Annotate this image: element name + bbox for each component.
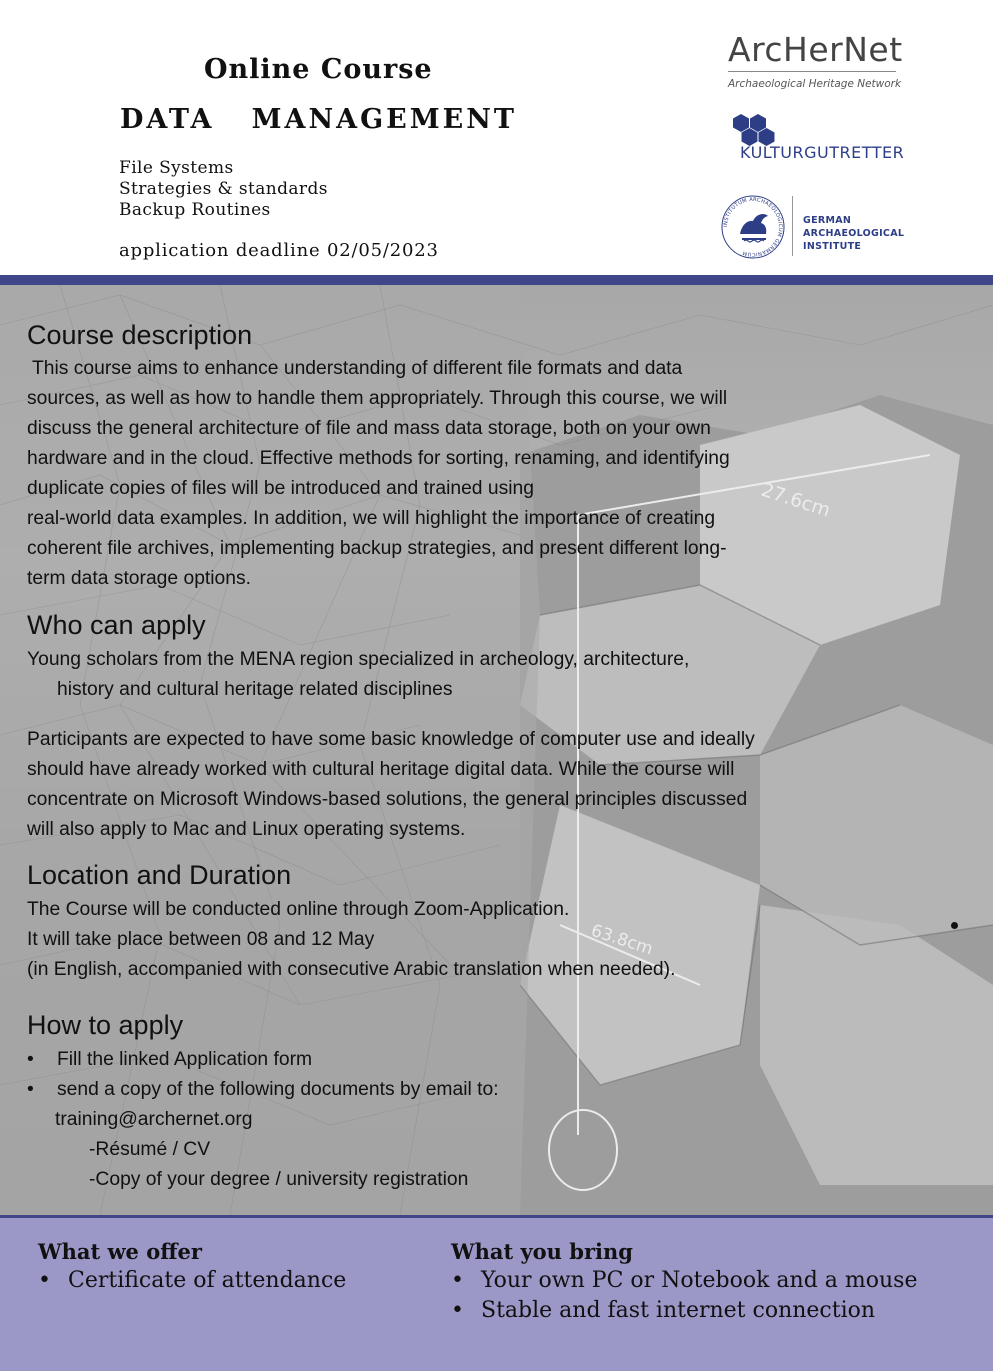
- text-line: It will take place between 08 and 12 May: [27, 929, 375, 950]
- list-item-text: send a copy of the following documents by email to:: [57, 1079, 499, 1100]
- footer-list-item: [38, 1266, 346, 1296]
- dai-seal-icon: [720, 194, 786, 260]
- text-line: real-world data examples. In addition, we will highlight the importance of creating: [27, 508, 716, 529]
- list-item: [27, 1075, 499, 1105]
- course-title: DATA MANAGEMENT: [120, 104, 517, 135]
- archernet-logo: [728, 30, 928, 90]
- text-line: history and cultural heritage related disciplines: [57, 679, 453, 700]
- footer-item-text: Certificate of attendance: [68, 1268, 347, 1293]
- list-item: [27, 1045, 499, 1075]
- text-line: hardware and in the cloud. Effective methods for sorting, renaming, and identifying: [27, 448, 730, 469]
- how-to-apply-list: [27, 1045, 499, 1195]
- archernet-logo-rule: [728, 71, 896, 72]
- header: [0, 0, 993, 275]
- text-line: discuss the general architecture of file and mass data storage, both on your own: [27, 418, 711, 439]
- bullet-icon: •: [27, 1049, 34, 1070]
- text-line: term data storage options.: [27, 568, 252, 589]
- footer-list-item: [451, 1266, 917, 1296]
- text-line: duplicate copies of files will be introduced and trained using: [27, 478, 534, 499]
- required-document: -Résumé / CV: [89, 1139, 211, 1160]
- bullet-icon: •: [451, 1298, 464, 1323]
- how-to-apply-section: [27, 1010, 499, 1195]
- hexagon-cluster-icon: [728, 112, 798, 146]
- course-type-title: Online Course: [204, 54, 433, 85]
- who-can-apply-section: [27, 610, 689, 705]
- footer-item-text: Your own PC or Notebook and a mouse: [481, 1268, 918, 1293]
- archernet-logo-name: ArcHerNet: [728, 30, 903, 69]
- stray-dot: [951, 922, 958, 929]
- what-you-bring-section: [451, 1238, 917, 1326]
- text-line: coherent file archives, implementing backup strategies, and present different long-: [27, 538, 727, 559]
- list-item-text: Fill the linked Application form: [57, 1049, 313, 1070]
- dai-logo-line: ARCHAEOLOGICAL INSTITUTE: [803, 228, 905, 252]
- dai-seal-text: INSTITUTUM ARCHAEOLOGICUM GERMANICUM: [722, 196, 784, 258]
- bullet-icon: •: [27, 1079, 34, 1100]
- requirements-text: [27, 725, 755, 845]
- text-line: Young scholars from the MENA region specialized in archeology, architecture,: [27, 649, 690, 670]
- archernet-logo-tagline: Archaeological Heritage Network: [728, 78, 902, 90]
- course-description-section: [27, 320, 730, 594]
- kulturgutretter-logo-name: KULTURGUTRETTER: [740, 143, 905, 162]
- text-line: will also apply to Mac and Linux operating systems.: [27, 819, 466, 840]
- topic-item: File Systems: [119, 158, 234, 178]
- text-line: (in English, accompanied with consecutive Arabic translation when needed).: [27, 959, 676, 980]
- dai-logo-text: [803, 214, 960, 253]
- bullet-icon: •: [451, 1268, 464, 1293]
- topic-list: [119, 158, 328, 221]
- header-band: [0, 275, 993, 285]
- text-line: This course aims to enhance understanding of different file formats and data: [27, 358, 683, 379]
- dai-logo: [720, 194, 960, 258]
- application-deadline: application deadline 02/05/2023: [119, 240, 439, 261]
- bullet-icon: •: [38, 1268, 51, 1293]
- text-line: sources, as well as how to handle them appropriately. Through this course, we will: [27, 388, 728, 409]
- topic-item: Backup Routines: [119, 200, 271, 220]
- section-heading: Who can apply: [27, 610, 206, 640]
- section-heading: Course description: [27, 320, 253, 350]
- section-heading: Location and Duration: [27, 860, 292, 890]
- footer-heading: What we offer: [38, 1239, 202, 1264]
- measurement-label: 27.6cm: [758, 478, 834, 522]
- dai-logo-divider: [792, 196, 793, 256]
- section-heading: How to apply: [27, 1010, 184, 1040]
- location-duration-section: [27, 860, 675, 985]
- topic-item: Strategies & standards: [119, 179, 328, 199]
- text-line: The Course will be conducted online through Zoom-Application.: [27, 899, 570, 920]
- kulturgutretter-logo: [728, 112, 928, 167]
- location-text: [27, 895, 675, 985]
- text-line: should have already worked with cultural heritage digital data. While the course will: [27, 759, 735, 780]
- footer-item-text: Stable and fast internet connection: [481, 1298, 876, 1323]
- dai-logo-line: GERMAN: [803, 215, 852, 226]
- eligibility-text: [27, 645, 689, 705]
- footer-heading: What you bring: [451, 1239, 633, 1264]
- course-description-text: [27, 354, 730, 594]
- footer-list-item: [451, 1296, 917, 1326]
- text-line: Participants are expected to have some basic knowledge of computer use and ideally: [27, 729, 755, 750]
- required-document: -Copy of your degree / university registration: [89, 1169, 469, 1190]
- measurement-label: 63.8cm: [588, 920, 656, 960]
- text-line: concentrate on Microsoft Windows-based solutions, the general principles discussed: [27, 789, 748, 810]
- participant-requirements-section: [27, 725, 755, 845]
- contact-email-link[interactable]: training@archernet.org: [55, 1109, 253, 1130]
- what-we-offer-section: [38, 1238, 346, 1296]
